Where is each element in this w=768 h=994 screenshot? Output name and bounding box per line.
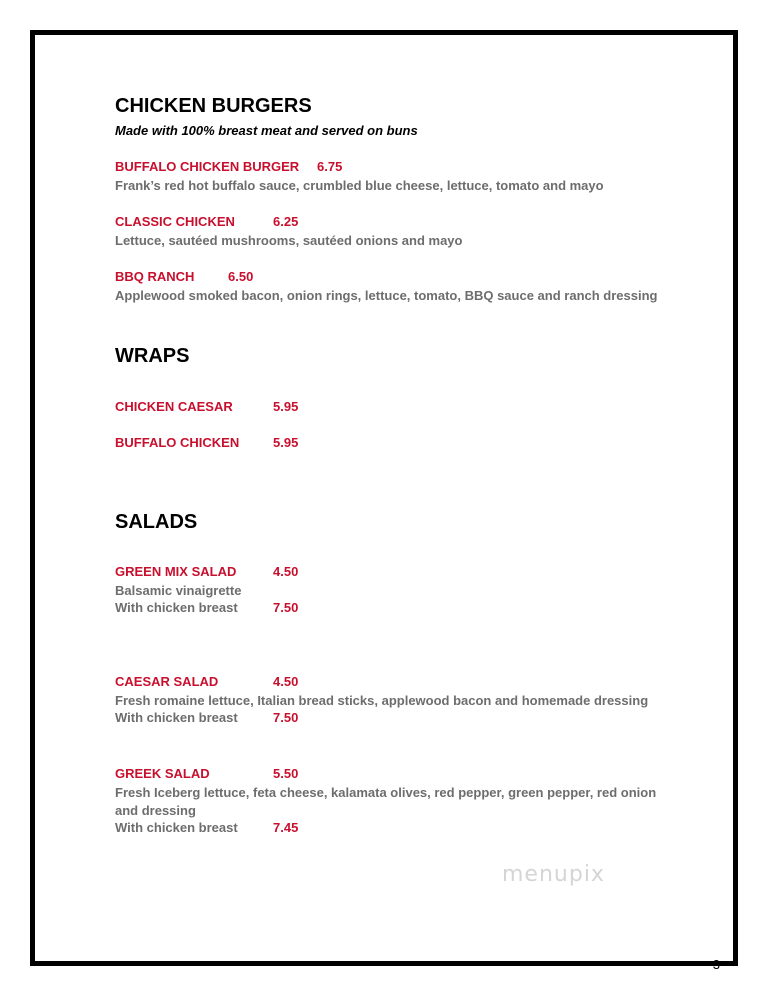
menu-item-green-mix-salad <box>115 564 695 582</box>
menu-item-buffalo-chicken-burger <box>115 159 695 177</box>
item-name: CLASSIC CHICKEN <box>115 214 235 229</box>
item-price: 6.75 <box>317 159 343 174</box>
menu-item-chicken-caesar-wrap <box>115 399 695 417</box>
item-name: CHICKEN CAESAR <box>115 399 233 414</box>
item-description: Lettuce, sautéed mushrooms, sautéed onions and mayo <box>115 233 463 248</box>
item-price: 4.50 <box>273 674 299 689</box>
item-name: BBQ RANCH <box>115 269 195 284</box>
chicken-add-on-price: 7.45 <box>273 820 299 835</box>
section-title-salads: SALADS <box>115 511 198 533</box>
item-name: GREEN MIX SALAD <box>115 564 237 579</box>
chicken-add-on-row <box>115 710 695 728</box>
menu-page-frame <box>30 30 738 966</box>
menu-item-greek-salad <box>115 766 695 784</box>
item-name: BUFFALO CHICKEN BURGER <box>115 159 300 174</box>
item-price: 5.95 <box>273 399 299 414</box>
item-name: GREEK SALAD <box>115 766 210 781</box>
menupix-watermark: menupix <box>502 862 605 887</box>
section-subtitle-chicken-burgers: Made with 100% breast meat and served on buns <box>115 123 418 138</box>
item-description: Fresh romaine lettuce, Italian bread sticks, applewood bacon and homemade dressing <box>115 693 649 708</box>
item-description: Frank’s red hot buffalo sauce, crumbled blue cheese, lettuce, tomato and mayo <box>115 178 604 193</box>
item-name: CAESAR SALAD <box>115 674 219 689</box>
item-price: 5.95 <box>273 435 299 450</box>
item-price: 5.50 <box>273 766 299 781</box>
menu-item-buffalo-chicken-wrap <box>115 435 695 453</box>
menu-item-caesar-salad <box>115 674 695 692</box>
item-name: BUFFALO CHICKEN <box>115 435 240 450</box>
chicken-add-on-label: With chicken breast <box>115 600 238 615</box>
section-title-chicken-burgers: CHICKEN BURGERS <box>115 95 312 117</box>
menu-item-bbq-ranch <box>115 269 695 287</box>
section-title-wraps: WRAPS <box>115 345 190 367</box>
item-price: 6.25 <box>273 214 299 229</box>
item-description: Fresh Iceberg lettuce, feta cheese, kalamata olives, red pepper, green pepper, red onion and dressing <box>115 785 657 818</box>
menu-item-classic-chicken <box>115 214 695 232</box>
chicken-add-on-label: With chicken breast <box>115 820 238 835</box>
item-description: Balsamic vinaigrette <box>115 583 242 598</box>
chicken-add-on-label: With chicken breast <box>115 710 238 725</box>
item-description: Applewood smoked bacon, onion rings, lettuce, tomato, BBQ sauce and ranch dressing <box>115 288 658 303</box>
chicken-add-on-price: 7.50 <box>273 600 299 615</box>
item-price: 6.50 <box>228 269 254 284</box>
chicken-add-on-row <box>115 600 695 618</box>
chicken-add-on-row <box>115 820 695 838</box>
chicken-add-on-price: 7.50 <box>273 710 299 725</box>
item-price: 4.50 <box>273 564 299 579</box>
page-number: 3 <box>712 957 720 972</box>
